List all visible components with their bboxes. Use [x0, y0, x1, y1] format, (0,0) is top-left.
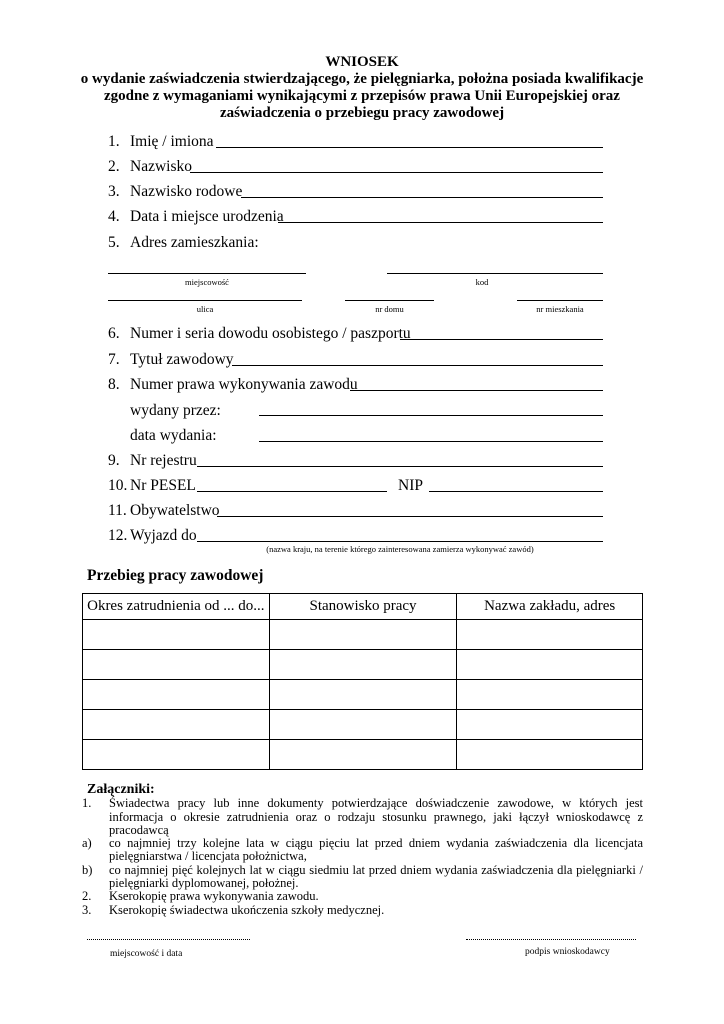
issued-by-label: wydany przez:: [130, 402, 221, 419]
list-marker: 1.: [82, 796, 92, 811]
table-cell[interactable]: [269, 650, 457, 680]
list-item-text: Świadectwa pracy lub inne dokumenty potwierdzające doświadczenie zawodowe, w których jest informacja o okresie zatrudnienia oraz o rodzaju stosunku prawnego, jaki łączył wnioskodawcę z pracodawcą: [109, 796, 643, 837]
title-line-3: zgodne z wymaganiami wynikającymi z przepisów prawa Unii Europejskiej oraz: [104, 88, 620, 104]
surname-label: Nazwisko: [130, 158, 192, 175]
city-caption: miejscowość: [185, 277, 229, 287]
id-document-field[interactable]: [400, 339, 603, 340]
list-item-text: co najmniej trzy kolejne lata w ciągu pięciu lat przed dniem wydania zaświadczenia dla licencjata pielęgniarstwa / licencjata położnictwa,: [109, 836, 643, 864]
professional-title-label: Tytuł zawodowy: [130, 351, 234, 368]
list-item-text: Kserokopię prawa wykonywania zawodu.: [109, 889, 319, 904]
table-row: [83, 710, 643, 740]
work-history-title: Przebieg pracy zawodowej: [87, 567, 264, 584]
title-line-4: zaświadczenia o przebiegu pracy zawodowej: [219, 105, 505, 121]
list-item-text: co najmniej pięć kolejnych lat w ciągu siedmiu lat przed dniem wydania zaświadczenia dla pielęgniarki / pielęgniarki dyplomowanej, położnej.: [109, 862, 643, 891]
attachments-title: Załączniki:: [87, 782, 155, 797]
license-number-field[interactable]: [350, 390, 603, 391]
list-item: [82, 889, 643, 904]
table-row: [83, 650, 643, 680]
surname-field[interactable]: [190, 172, 603, 173]
field-number: 7.: [108, 351, 120, 368]
field-number: 6.: [108, 325, 120, 342]
issue-date-field[interactable]: [259, 441, 603, 442]
table-cell[interactable]: [269, 710, 457, 740]
table-cell[interactable]: [83, 740, 270, 770]
list-marker: a): [82, 836, 92, 851]
field-number: 12.: [108, 527, 128, 544]
table-cell[interactable]: [457, 740, 643, 770]
id-document-label: Numer i seria dowodu osobistego / paszportu: [130, 325, 411, 342]
field-number: 8.: [108, 376, 120, 393]
departure-hint: (nazwa kraju, na terenie którego zainteresowana zamierza wykonywać zawód): [266, 544, 534, 554]
city-field[interactable]: [108, 273, 306, 274]
first-name-label: Imię / imiona: [130, 133, 214, 150]
table-cell[interactable]: [269, 680, 457, 710]
place-date-caption: miejscowość i data: [110, 949, 183, 959]
field-number: 3.: [108, 183, 120, 200]
table-cell[interactable]: [83, 710, 270, 740]
table-cell[interactable]: [83, 620, 270, 650]
departure-label: Wyjazd do: [130, 527, 197, 544]
citizenship-label: Obywatelstwo: [130, 502, 220, 519]
field-number: 2.: [108, 158, 120, 175]
form-title: [60, 54, 664, 122]
table-cell[interactable]: [269, 740, 457, 770]
citizenship-field[interactable]: [217, 516, 603, 517]
field-number: 5.: [108, 234, 120, 251]
field-number: 10.: [108, 477, 128, 494]
work-history-table: [82, 593, 643, 770]
issue-date-label: data wydania:: [130, 427, 217, 444]
table-row: [83, 680, 643, 710]
departure-country-field[interactable]: [197, 541, 603, 542]
title-line-2: o wydanie zaświadczenia stwierdzającego, że pielęgniarka, położna posiada kwalifikacje: [80, 71, 644, 87]
field-number: 4.: [108, 208, 120, 225]
table-cell[interactable]: [269, 620, 457, 650]
house-number-field[interactable]: [345, 300, 434, 301]
flat-number-field[interactable]: [517, 300, 603, 301]
title-main: WNIOSEK: [325, 54, 399, 70]
list-marker: 2.: [82, 889, 92, 904]
list-marker: b): [82, 862, 93, 877]
nip-label: NIP: [398, 477, 423, 494]
postal-code-field[interactable]: [387, 273, 603, 274]
field-number: 9.: [108, 452, 120, 469]
street-caption: ulica: [196, 304, 214, 314]
column-header-employer: Nazwa zakładu, adres: [457, 594, 643, 620]
list-item: [82, 796, 643, 837]
table-cell[interactable]: [457, 710, 643, 740]
address-label: Adres zamieszkania:: [130, 234, 259, 251]
signature-field[interactable]: [466, 939, 636, 940]
pesel-field[interactable]: [197, 491, 387, 492]
table-cell[interactable]: [83, 680, 270, 710]
table-cell[interactable]: [457, 650, 643, 680]
list-marker: 3.: [82, 902, 92, 917]
first-name-field[interactable]: [216, 147, 603, 148]
column-header-position: Stanowisko pracy: [269, 594, 457, 620]
attachments-list: [82, 782, 643, 917]
professional-title-field[interactable]: [232, 365, 603, 366]
field-number: 11.: [108, 502, 127, 519]
table-cell[interactable]: [457, 680, 643, 710]
pesel-label: Nr PESEL: [130, 477, 196, 494]
place-date-field[interactable]: [87, 939, 250, 940]
table-row: [83, 620, 643, 650]
table-row: [83, 740, 643, 770]
signature-caption: podpis wnioskodawcy: [525, 947, 610, 957]
license-number-label: Numer prawa wykonywania zawodu: [130, 376, 358, 393]
maiden-name-label: Nazwisko rodowe: [130, 183, 243, 200]
list-item-text: Kserokopię świadectwa ukończenia szkoły medycznej.: [109, 902, 385, 917]
house-number-caption: nr domu: [375, 304, 404, 314]
column-header-period: Okres zatrudnienia od ... do...: [83, 594, 270, 620]
flat-number-caption: nr mieszkania: [536, 304, 584, 314]
nip-field[interactable]: [429, 491, 603, 492]
street-field[interactable]: [108, 300, 302, 301]
birth-date-place-label: Data i miejsce urodzenia: [130, 208, 284, 225]
issued-by-field[interactable]: [259, 415, 603, 416]
register-number-field[interactable]: [197, 466, 603, 467]
register-number-label: Nr rejestru: [130, 452, 197, 469]
table-cell[interactable]: [457, 620, 643, 650]
table-cell[interactable]: [83, 650, 270, 680]
postal-code-caption: kod: [475, 277, 489, 287]
birth-date-place-field[interactable]: [278, 222, 603, 223]
list-item: [82, 862, 643, 891]
list-item: [82, 902, 643, 917]
field-number: 1.: [108, 133, 120, 150]
table-header-row: [83, 594, 643, 620]
list-item: [82, 836, 643, 864]
maiden-name-field[interactable]: [241, 197, 603, 198]
